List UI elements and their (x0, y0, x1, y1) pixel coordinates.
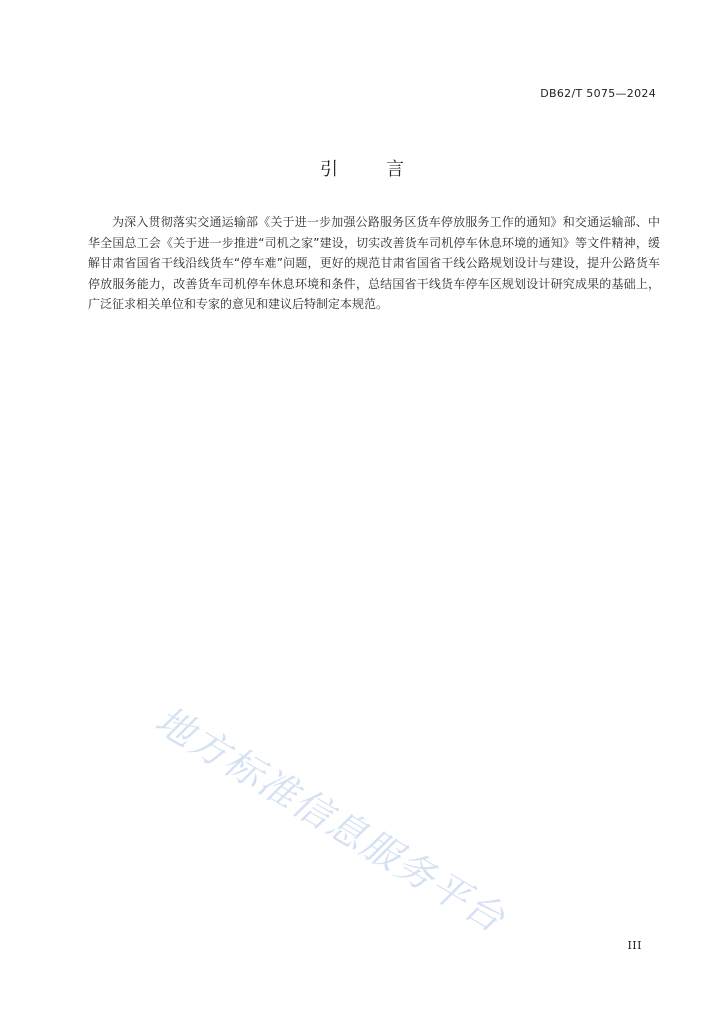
introduction-paragraph: 为深入贯彻落实交通运输部《关于进一步加强公路服务区货车停放服务工作的通知》和交通运输部、中华全国总工会《关于进一步推进“司机之家”建设，切实改善货车司机停车休息环境的通知》等文件精神，缓解甘肃省国省干线沿线货车“停车难”问题，更好的规范甘肃省国省干线公路规划设计与建设，提升公路货车停放服务能力，改善货车司机停车休息环境和条件，总结国省干线货车停车区规划设计研究成果的基础上，广泛征求相关单位和专家的意见和建议后特制定本规范。 (88, 215, 660, 311)
section-title-char-2: 言 (386, 159, 404, 180)
watermark: 地方标准信息服务平台 (147, 697, 514, 942)
section-title (0, 155, 724, 181)
section-title-char-1: 引 (320, 159, 338, 180)
page-number: III (627, 939, 642, 952)
document-code: DB62/T 5075—2024 (540, 87, 656, 100)
